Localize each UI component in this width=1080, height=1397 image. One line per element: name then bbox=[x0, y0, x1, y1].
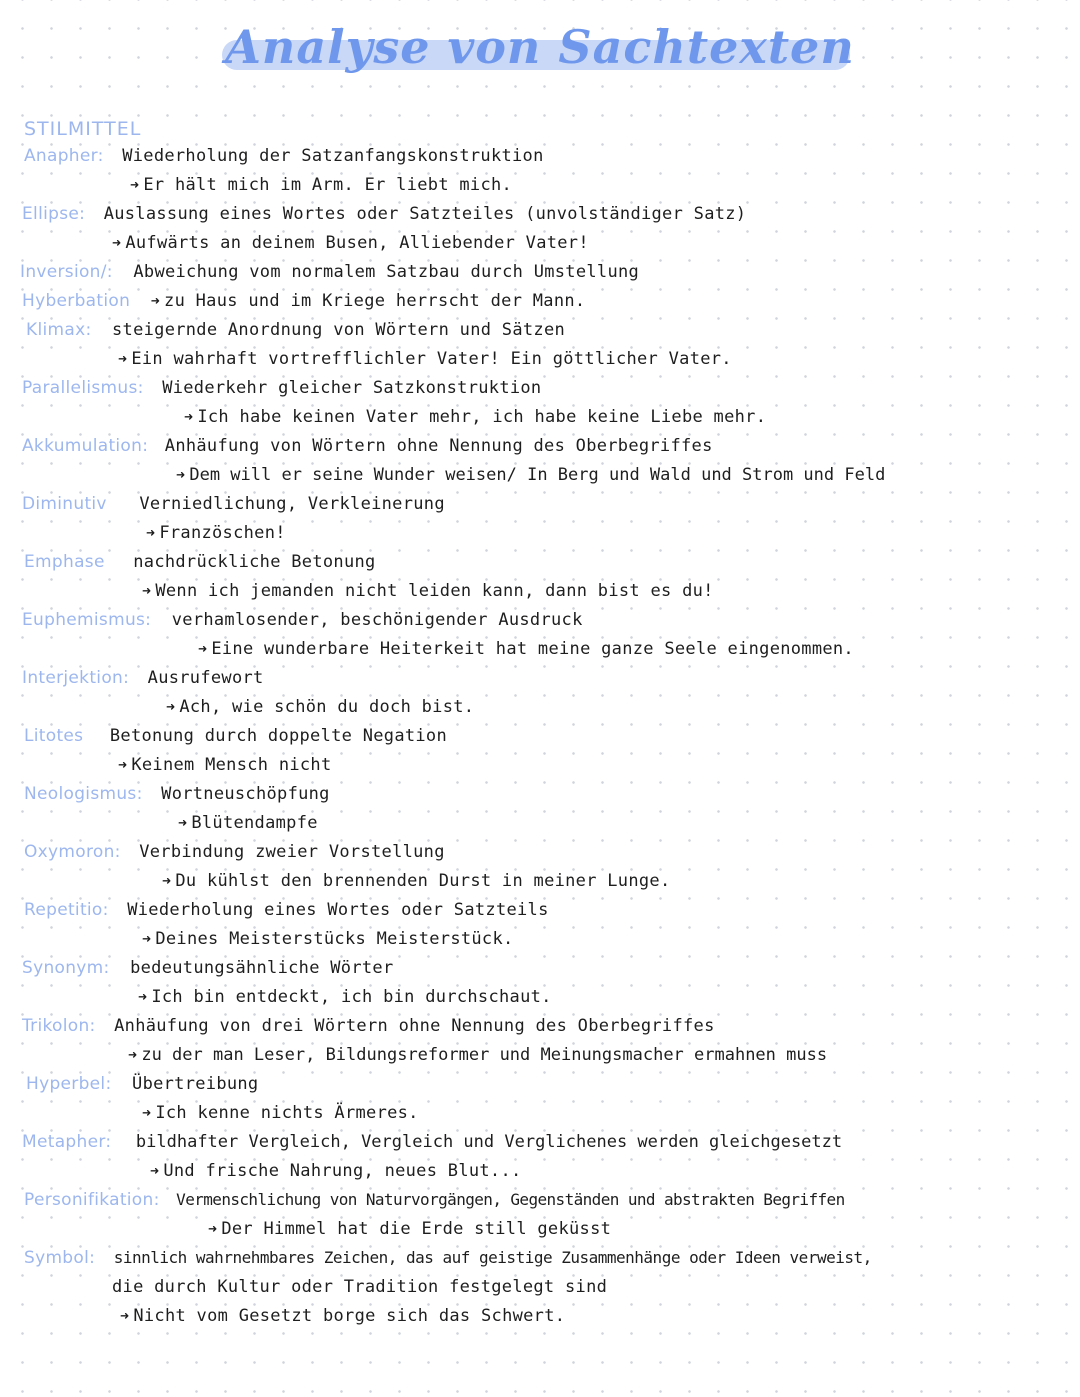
definition: sinnlich wahrnehmbares Zeichen, das auf geistige Zusammenhänge oder Ideen verweist, bbox=[113, 1248, 872, 1267]
example bbox=[118, 755, 332, 781]
example bbox=[142, 1103, 419, 1129]
term-separator: : bbox=[136, 784, 143, 804]
term-separator: : bbox=[102, 900, 109, 920]
arrow-right-icon: ➜ bbox=[142, 930, 152, 948]
entry-neologismus bbox=[24, 784, 330, 810]
term: Repetitio bbox=[24, 900, 103, 920]
example bbox=[178, 813, 318, 839]
arrow-right-icon: ➜ bbox=[166, 698, 176, 716]
entry-personifikation bbox=[24, 1190, 845, 1216]
term: Synonym bbox=[22, 958, 104, 978]
arrow-right-icon: ➜ bbox=[130, 176, 140, 194]
arrow-right-icon: ➜ bbox=[142, 582, 152, 600]
example bbox=[130, 175, 512, 201]
example-text: Du kühlst den brennenden Durst in meiner Lunge. bbox=[175, 871, 671, 891]
example bbox=[142, 581, 714, 607]
entry-interjektion bbox=[22, 668, 264, 694]
example-text: Blütendampfe bbox=[191, 813, 318, 833]
term-separator: : bbox=[105, 1074, 112, 1094]
definition: Ausrufewort bbox=[147, 668, 264, 688]
term-separator: : bbox=[123, 668, 130, 688]
term: Symbol bbox=[24, 1248, 90, 1268]
example bbox=[150, 1161, 522, 1187]
term: Ellipse bbox=[22, 204, 80, 224]
example bbox=[112, 233, 589, 259]
arrow-right-icon: ➜ bbox=[146, 524, 156, 542]
example-text: Dem will er seine Wunder weisen/ In Berg und Wald und Strom und Feld bbox=[189, 465, 886, 485]
term-separator: : bbox=[142, 436, 149, 456]
example-text: Ich kenne nichts Ärmeres. bbox=[155, 1103, 419, 1123]
page-title: Analyse von Sachtexten bbox=[225, 20, 855, 74]
term-separator: : bbox=[97, 146, 104, 166]
entry-hyberbation bbox=[22, 291, 585, 317]
example-text: Der Himmel hat die Erde still geküsst bbox=[221, 1219, 612, 1239]
entry-anapher bbox=[24, 146, 544, 172]
definition: Verniedlichung, Verkleinerung bbox=[139, 494, 445, 514]
example bbox=[166, 697, 474, 723]
example-text: Keinem Mensch nicht bbox=[131, 755, 332, 775]
example bbox=[184, 407, 766, 433]
arrow-right-icon: ➜ bbox=[176, 466, 186, 484]
example-text: Ach, wie schön du doch bist. bbox=[179, 697, 475, 717]
example bbox=[162, 871, 670, 897]
definition: verhamlosender, beschönigender Ausdruck bbox=[171, 610, 583, 630]
term: Inversion bbox=[20, 262, 101, 282]
definition: Anhäufung von drei Wörtern ohne Nennung des Oberbegriffes bbox=[114, 1016, 715, 1036]
entry-parallelismus bbox=[22, 378, 541, 404]
definition: Übertreibung bbox=[132, 1074, 259, 1094]
arrow-right-icon: ➜ bbox=[184, 408, 194, 426]
example-text: Er hält mich im Arm. Er liebt mich. bbox=[143, 175, 513, 195]
definition: Wiederholung der Satzanfangskonstruktion bbox=[122, 146, 544, 166]
entry-akkumulation bbox=[22, 436, 713, 462]
arrow-right-icon: ➜ bbox=[162, 872, 172, 890]
example-text: Ich habe keinen Vater mehr, ich habe keine Liebe mehr. bbox=[197, 407, 767, 427]
entry-ellipse bbox=[22, 204, 746, 230]
arrow-right-icon: ➜ bbox=[120, 1307, 130, 1325]
section-heading: STILMITTEL bbox=[24, 118, 142, 140]
example bbox=[142, 929, 514, 955]
term: Personifikation bbox=[24, 1190, 154, 1210]
term: Interjektion bbox=[22, 668, 124, 688]
example-text: zu der man Leser, Bildungsreformer und Meinungsmacher ermahnen muss bbox=[141, 1045, 828, 1065]
term-separator: : bbox=[85, 320, 92, 340]
definition: Verbindung zweier Vorstellung bbox=[139, 842, 445, 862]
example-text: Und frische Nahrung, neues Blut... bbox=[163, 1161, 522, 1181]
term: Trikolon bbox=[22, 1016, 90, 1036]
arrow-right-icon: ➜ bbox=[118, 756, 128, 774]
example bbox=[138, 987, 552, 1013]
term: Emphase bbox=[24, 552, 105, 572]
term-separator: : bbox=[145, 610, 152, 630]
arrow-right-icon: ➜ bbox=[150, 1162, 160, 1180]
definition: die durch Kultur oder Tradition festgelegt sind bbox=[112, 1277, 608, 1297]
entry-klimax bbox=[26, 320, 565, 346]
term: Diminutiv bbox=[22, 494, 107, 514]
term-separator: : bbox=[137, 378, 144, 398]
example-text: Wenn ich jemanden nicht leiden kann, dann bist es du! bbox=[155, 581, 714, 601]
definition: bedeutungsähnliche Wörter bbox=[130, 958, 394, 978]
definition-continued bbox=[112, 1277, 607, 1303]
term: Euphemismus bbox=[22, 610, 146, 630]
definition: steigernde Anordnung von Wörtern und Sätzen bbox=[112, 320, 566, 340]
term-separator: : bbox=[103, 958, 110, 978]
arrow-right-icon: ➜ bbox=[150, 292, 161, 310]
term-separator: : bbox=[89, 1248, 96, 1268]
entry-synonym bbox=[22, 958, 393, 984]
term: Akkumulation bbox=[22, 436, 143, 456]
term: Klimax bbox=[26, 320, 86, 340]
title-banner bbox=[0, 18, 1080, 98]
term-separator: : bbox=[105, 1132, 112, 1152]
entry-hyperbel bbox=[26, 1074, 258, 1100]
entry-diminutiv bbox=[22, 494, 445, 520]
example-text: Eine wunderbare Heiterkeit hat meine ganze Seele eingenommen. bbox=[211, 639, 854, 659]
entry-repetitio bbox=[24, 900, 549, 926]
entry-oxymoron bbox=[24, 842, 445, 868]
example-text: zu Haus und im Kriege herrscht der Mann. bbox=[164, 291, 586, 311]
term-separator: : bbox=[89, 1016, 96, 1036]
term-separator: : bbox=[79, 204, 86, 224]
entry-inversion bbox=[20, 262, 639, 288]
term-separator: : bbox=[114, 842, 121, 862]
example-text: Ein wahrhaft vortrefflichler Vater! Ein göttlicher Vater. bbox=[131, 349, 732, 369]
example-text: Nicht vom Gesetzt borge sich das Schwert. bbox=[133, 1306, 566, 1326]
definition: Wortneuschöpfung bbox=[161, 784, 330, 804]
arrow-right-icon: ➜ bbox=[142, 1104, 152, 1122]
arrow-right-icon: ➜ bbox=[112, 234, 122, 252]
definition: bildhafter Vergleich, Vergleich und Verglichenes werden gleichgesetzt bbox=[135, 1132, 843, 1152]
definition: Wiederkehr gleicher Satzkonstruktion bbox=[162, 378, 542, 398]
entry-euphemismus bbox=[22, 610, 583, 636]
term-separator: /: bbox=[100, 262, 113, 282]
term: Hyperbel bbox=[26, 1074, 106, 1094]
example-text: Deines Meisterstücks Meisterstück. bbox=[155, 929, 514, 949]
term-separator: : bbox=[153, 1190, 160, 1210]
arrow-right-icon: ➜ bbox=[178, 814, 188, 832]
term: Parallelismus bbox=[22, 378, 138, 398]
example bbox=[120, 1306, 565, 1332]
definition: nachdrückliche Betonung bbox=[133, 552, 376, 572]
definition: Anhäufung von Wörtern ohne Nennung des Oberbegriffes bbox=[164, 436, 713, 456]
arrow-right-icon: ➜ bbox=[208, 1220, 218, 1238]
entry-symbol bbox=[24, 1248, 872, 1274]
example-text: Französchen! bbox=[159, 523, 286, 543]
example-text: Ich bin entdeckt, ich bin durchschaut. bbox=[151, 987, 552, 1007]
entry-metapher bbox=[22, 1132, 842, 1158]
arrow-right-icon: ➜ bbox=[198, 640, 208, 658]
definition: Vermenschlichung von Naturvorgängen, Gegenständen und abstrakten Begriffen bbox=[176, 1190, 845, 1209]
definition: Abweichung vom normalem Satzbau durch Umstellung bbox=[133, 262, 640, 282]
example bbox=[146, 523, 286, 549]
example-text: Aufwärts an deinem Busen, Alliebender Vater! bbox=[125, 233, 589, 253]
example bbox=[198, 639, 854, 665]
term: Metapher bbox=[22, 1132, 106, 1152]
arrow-right-icon: ➜ bbox=[138, 988, 148, 1006]
term: Hyberbation bbox=[22, 291, 131, 311]
term: Litotes bbox=[24, 726, 84, 746]
entry-emphase bbox=[24, 552, 376, 578]
example bbox=[128, 1045, 827, 1071]
example bbox=[118, 349, 732, 375]
term: Neologismus bbox=[24, 784, 137, 804]
entry-trikolon bbox=[22, 1016, 715, 1042]
arrow-right-icon: ➜ bbox=[118, 350, 128, 368]
term: Anapher bbox=[24, 146, 98, 166]
entry-litotes bbox=[24, 726, 447, 752]
definition: Betonung durch doppelte Negation bbox=[109, 726, 448, 746]
arrow-right-icon: ➜ bbox=[128, 1046, 138, 1064]
example bbox=[176, 465, 885, 491]
definition: Auslassung eines Wortes oder Satzteiles (unvolständiger Satz) bbox=[103, 204, 747, 224]
definition: Wiederholung eines Wortes oder Satzteils bbox=[127, 900, 549, 920]
example bbox=[208, 1219, 611, 1245]
term: Oxymoron bbox=[24, 842, 115, 862]
